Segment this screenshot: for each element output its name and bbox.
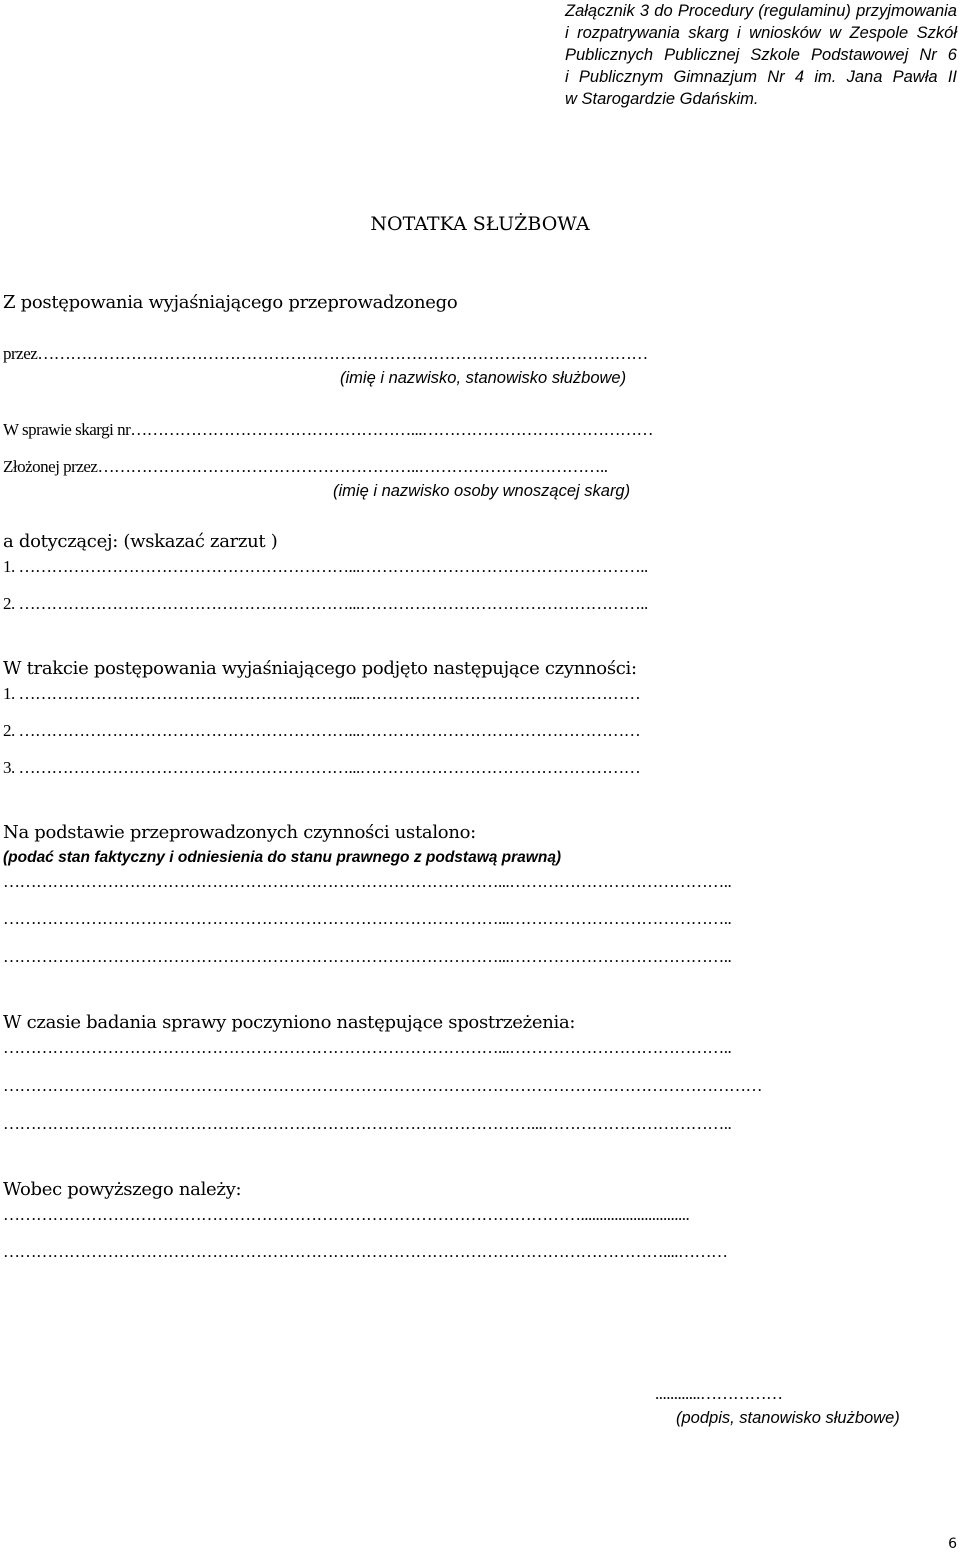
spostrzezenia-line-3: ……………………………………………………………………………………...……………………………..	[3, 1114, 732, 1133]
czynnosc-line-3: 3. ……………………………………………………...……………………………………………	[3, 758, 641, 777]
zarzut-line-2: 2. ……………………………………………………...……………………………………………..	[3, 594, 648, 613]
signature-line: ............……………	[655, 1384, 783, 1403]
intro-text: Z postępowania wyjaśniającego przeprowadzonego	[3, 292, 458, 313]
dotyczacej-label: a dotyczącej: (wskazać zarzut )	[3, 531, 278, 552]
header-line: i rozpatrywania skarg i wniosków w Zespole Szkół	[565, 24, 957, 42]
header-line: i Publicznym Gimnazjum Nr 4 im. Jana Pawła II	[565, 68, 957, 86]
attachment-header	[565, 0, 957, 110]
nalezy-line-1: …………………………………………………………………………………………….............................	[3, 1205, 690, 1224]
header-line: w Starogardzie Gdańskim.	[565, 90, 759, 108]
przez-hint: (imię i nazwisko, stanowisko służbowe)	[340, 369, 627, 387]
czynnosci-label: W trakcie postępowania wyjaśniającego podjęto następujące czynności:	[3, 658, 637, 679]
czynnosc-line-2: 2. ……………………………………………………...……………………………………………	[3, 721, 641, 740]
page-number: 6	[948, 1536, 957, 1552]
przez-field: przez…………………………………………………………………………………………………	[3, 344, 648, 363]
skarga-number-field: W sprawie skargi nr……………………………………………...……………………………………	[3, 420, 654, 439]
czynnosc-line-1: 1. ……………………………………………………...……………………………………………	[3, 684, 641, 703]
ustalono-label: Na podstawie przeprowadzonych czynności ustalono:	[3, 822, 476, 843]
ustalono-line-3: ………………………………………………………………………………...…………………………………..	[3, 947, 732, 966]
document-title: NOTATKA SŁUŻBOWA	[370, 213, 590, 235]
header-line: Załącznik 3 do Procedury (regulaminu) przyjmowania	[565, 2, 957, 20]
spostrzezenia-label: W czasie badania sprawy poczyniono następujące spostrzeżenia:	[3, 1012, 576, 1033]
ustalono-line-1: ………………………………………………………………………………...…………………………………..	[3, 872, 732, 891]
nalezy-label: Wobec powyższego należy:	[3, 1179, 242, 1200]
nalezy-line-2: …………………………………………………………………………………………………………....………	[3, 1242, 728, 1261]
header-line: Publicznych Publicznej Szkole Podstawowej Nr 6	[565, 46, 957, 64]
spostrzezenia-line-2: …………………………………………………………………………………………………………………………	[3, 1076, 762, 1095]
zlozona-field: Złożonej przez…………………………………………………..……………………………..	[3, 457, 608, 476]
zarzut-line-1: 1. ……………………………………………………...……………………………………………..	[3, 557, 648, 576]
zlozona-hint: (imię i nazwisko osoby wnoszącej skarg)	[333, 482, 631, 500]
signature-hint: (podpis, stanowisko służbowe)	[676, 1409, 900, 1427]
ustalono-hint: (podać stan faktyczny i odniesienia do stanu prawnego z podstawą prawną)	[3, 849, 562, 866]
spostrzezenia-line-1: ………………………………………………………………………………...…………………………………..	[3, 1038, 732, 1057]
ustalono-line-2: ………………………………………………………………………………...…………………………………..	[3, 909, 732, 928]
